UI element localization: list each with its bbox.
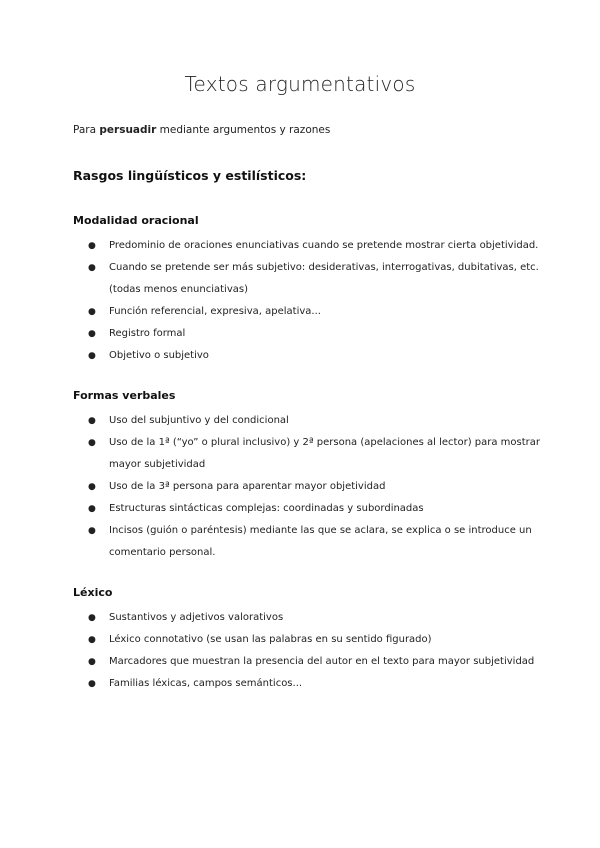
features-heading: Rasgos lingüísticos y estilísticos: [73,168,307,183]
bullet-list [73,235,543,367]
list-item: ● Marcadores que muestran la presencia del autor en el texto para mayor subjetividad [73,651,543,673]
list-item: ● Uso de la 1ª (“yo” o plural inclusivo) y 2ª persona (apelaciones al lector) para mostrar mayor subjetividad [73,432,543,476]
list-item: ● Sustantivos y adjetivos valorativos [73,607,543,629]
section-title: Léxico [73,586,113,599]
bullet-list [73,410,543,564]
list-item: ● Incisos (guión o paréntesis) mediante las que se aclara, se explica o se introduce un comentario personal. [73,520,543,564]
section-title: Modalidad oracional [73,214,199,227]
list-item: ● Registro formal [73,323,543,345]
list-item: ● Léxico connotativo (se usan las palabras en su sentido figurado) [73,629,543,651]
bullet-icon: ● [88,241,96,251]
list-item: ● Uso de la 3ª persona para aparentar mayor objetividad [73,476,543,498]
bullet-icon: ● [88,613,96,623]
section-formas-verbales [73,389,543,564]
list-item: ● Estructuras sintácticas complejas: coordinadas y subordinadas [73,498,543,520]
intro-prefix: Para [73,124,100,136]
bullet-icon: ● [88,329,96,339]
list-item: ● Uso del subjuntivo y del condicional [73,410,543,432]
list-item: ● Predominio de oraciones enunciativas cuando se pretende mostrar cierta objetividad. [73,235,543,257]
bullet-icon: ● [88,416,96,426]
list-item: ● Cuando se pretende ser más subjetivo: desiderativas, interrogativas, dubitativas, etc. (todas menos enunciativas) [73,257,543,301]
section-lexico [73,586,543,695]
bullet-icon: ● [88,635,96,645]
document-title: Textos argumentativos [184,72,416,96]
bullet-icon: ● [88,482,96,492]
bullet-icon: ● [88,679,96,689]
list-item: ● Objetivo o subjetivo [73,345,543,367]
list-item: ● Familias léxicas, campos semánticos... [73,673,543,695]
bullet-icon: ● [88,504,96,514]
bullet-icon: ● [88,438,96,448]
bullet-list [73,607,543,695]
bullet-icon: ● [88,263,96,273]
intro-line [73,124,330,136]
bullet-icon: ● [88,351,96,361]
bullet-icon: ● [88,657,96,667]
bullet-icon: ● [88,307,96,317]
section-modalidad [73,214,543,367]
section-title: Formas verbales [73,389,176,402]
intro-suffix: mediante argumentos y razones [156,124,331,136]
list-item: ● Función referencial, expresiva, apelativa... [73,301,543,323]
bullet-icon: ● [88,526,96,536]
intro-bold-word: persuadir [99,124,157,136]
